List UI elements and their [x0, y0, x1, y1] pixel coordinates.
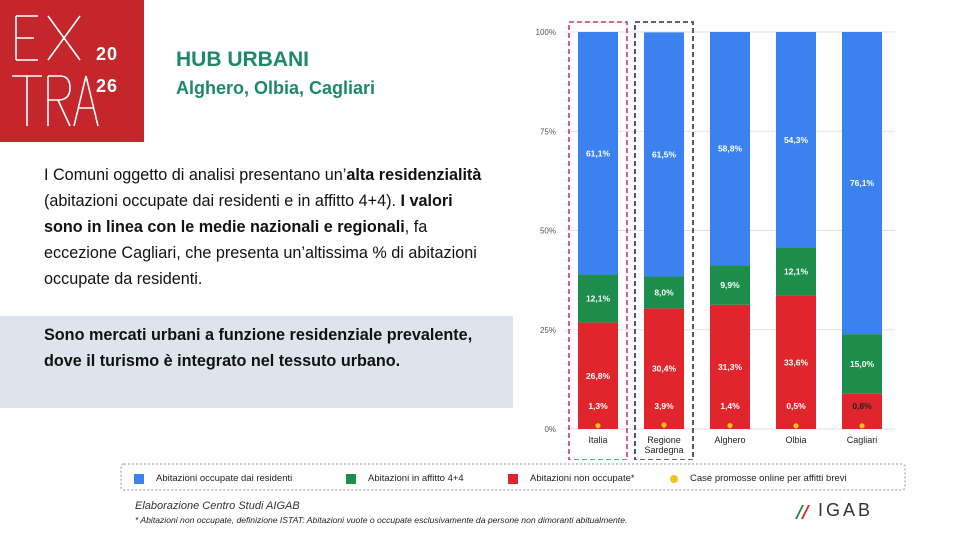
marker-point — [859, 423, 864, 428]
data-label: 58,8% — [717, 143, 743, 154]
x-tick-label: Italia — [588, 435, 608, 445]
data-label: 9,9% — [720, 280, 740, 291]
highlight-text: Sono mercati urbani a funzione residenziale prevalente, dove il turismo è integrato nel tessuto urbano. — [44, 326, 473, 370]
data-label: 33,6% — [783, 357, 809, 368]
extra-2026-logo — [0, 0, 144, 142]
extra-logo-mark — [0, 0, 144, 142]
footnote: * Abitazioni non occupate, definizione ISTAT: Abitazioni vuote o occupate esclusivamente da persone non dimoranti abitualmente. — [135, 515, 628, 525]
legend-label-case-promosse: Case promosse online per affitti brevi — [690, 473, 847, 484]
data-label: 15,0% — [849, 358, 875, 369]
legend-label-affitto: Abitazioni in affitto 4+4 — [368, 473, 464, 484]
y-tick-label: 75% — [539, 127, 556, 137]
x-tick-label: Regione — [647, 435, 681, 445]
aigab-logo-icon — [794, 504, 816, 520]
legend-swatch-residenti — [134, 474, 144, 484]
marker-label: 1,4% — [720, 401, 740, 411]
marker-label: 1,3% — [588, 401, 608, 411]
body-bold-1: alta residenzialità — [346, 166, 482, 184]
page-subtitle: Alghero, Olbia, Cagliari — [176, 78, 376, 98]
legend-label-residenti: Abitazioni occupate dai residenti — [156, 473, 293, 484]
data-label: 31,3% — [717, 361, 743, 372]
marker-point — [661, 422, 666, 427]
y-tick-label: 0% — [544, 425, 556, 434]
marker-point — [727, 423, 732, 428]
legend-item-residenti — [134, 473, 292, 484]
marker-label: 3,9% — [654, 401, 674, 411]
source-note: Elaborazione Centro Studi AIGAB — [135, 500, 300, 512]
body-text-3: , fa eccezione Cagliari, che presenta un’altissima % di abitazioni occupate da residenti. — [44, 218, 477, 288]
legend-item-non-occupate — [508, 473, 635, 484]
marker-label: 0,5% — [786, 401, 806, 411]
x-tick-label: Cagliari — [846, 435, 878, 445]
x-tick-label: Olbia — [785, 435, 807, 445]
data-label: 76,1% — [849, 178, 875, 189]
body-text-2: (abitazioni occupate dai residenti e in affitto 4+4). — [44, 192, 401, 210]
y-tick-label: 50% — [539, 226, 556, 236]
data-label: 12,1% — [783, 266, 809, 277]
legend-label-non-occupate: Abitazioni non occupate* — [530, 473, 635, 484]
legend-swatch-non-occupate — [508, 474, 518, 484]
data-label: 8,0% — [654, 287, 674, 298]
data-label: 61,1% — [585, 148, 611, 159]
legend-item-case-promosse — [670, 473, 847, 484]
data-label: 12,1% — [585, 293, 611, 304]
page-title: HUB URBANI — [176, 48, 309, 71]
aigab-brand-text: IGAB — [818, 500, 874, 520]
data-label: 61,5% — [651, 149, 677, 160]
x-tick-label: Alghero — [714, 435, 746, 445]
y-tick-label: 100% — [535, 28, 556, 37]
marker-point — [595, 423, 600, 428]
body-paragraph — [44, 162, 494, 292]
data-label: 26,8% — [585, 370, 611, 381]
legend-swatch-affitto — [346, 474, 356, 484]
x-tick-label: Sardegna — [644, 445, 684, 455]
logo-year-top: 20 — [96, 44, 119, 64]
chart-legend — [120, 463, 906, 491]
stacked-bar-chart — [510, 14, 910, 460]
legend-item-affitto — [346, 473, 464, 484]
body-text-1: I Comuni oggetto di analisi presentano un’ — [44, 166, 347, 184]
data-label: 30,4% — [651, 363, 677, 374]
legend-dot-case-promosse — [670, 475, 678, 483]
marker-label: 0,8% — [852, 401, 872, 411]
data-label: 54,3% — [783, 134, 809, 145]
y-tick-label: 25% — [539, 325, 556, 335]
logo-year-bottom: 26 — [96, 76, 119, 96]
body-bold-2: I valori sono in linea con le medie nazionali e regionali — [44, 192, 453, 236]
marker-point — [793, 423, 798, 428]
